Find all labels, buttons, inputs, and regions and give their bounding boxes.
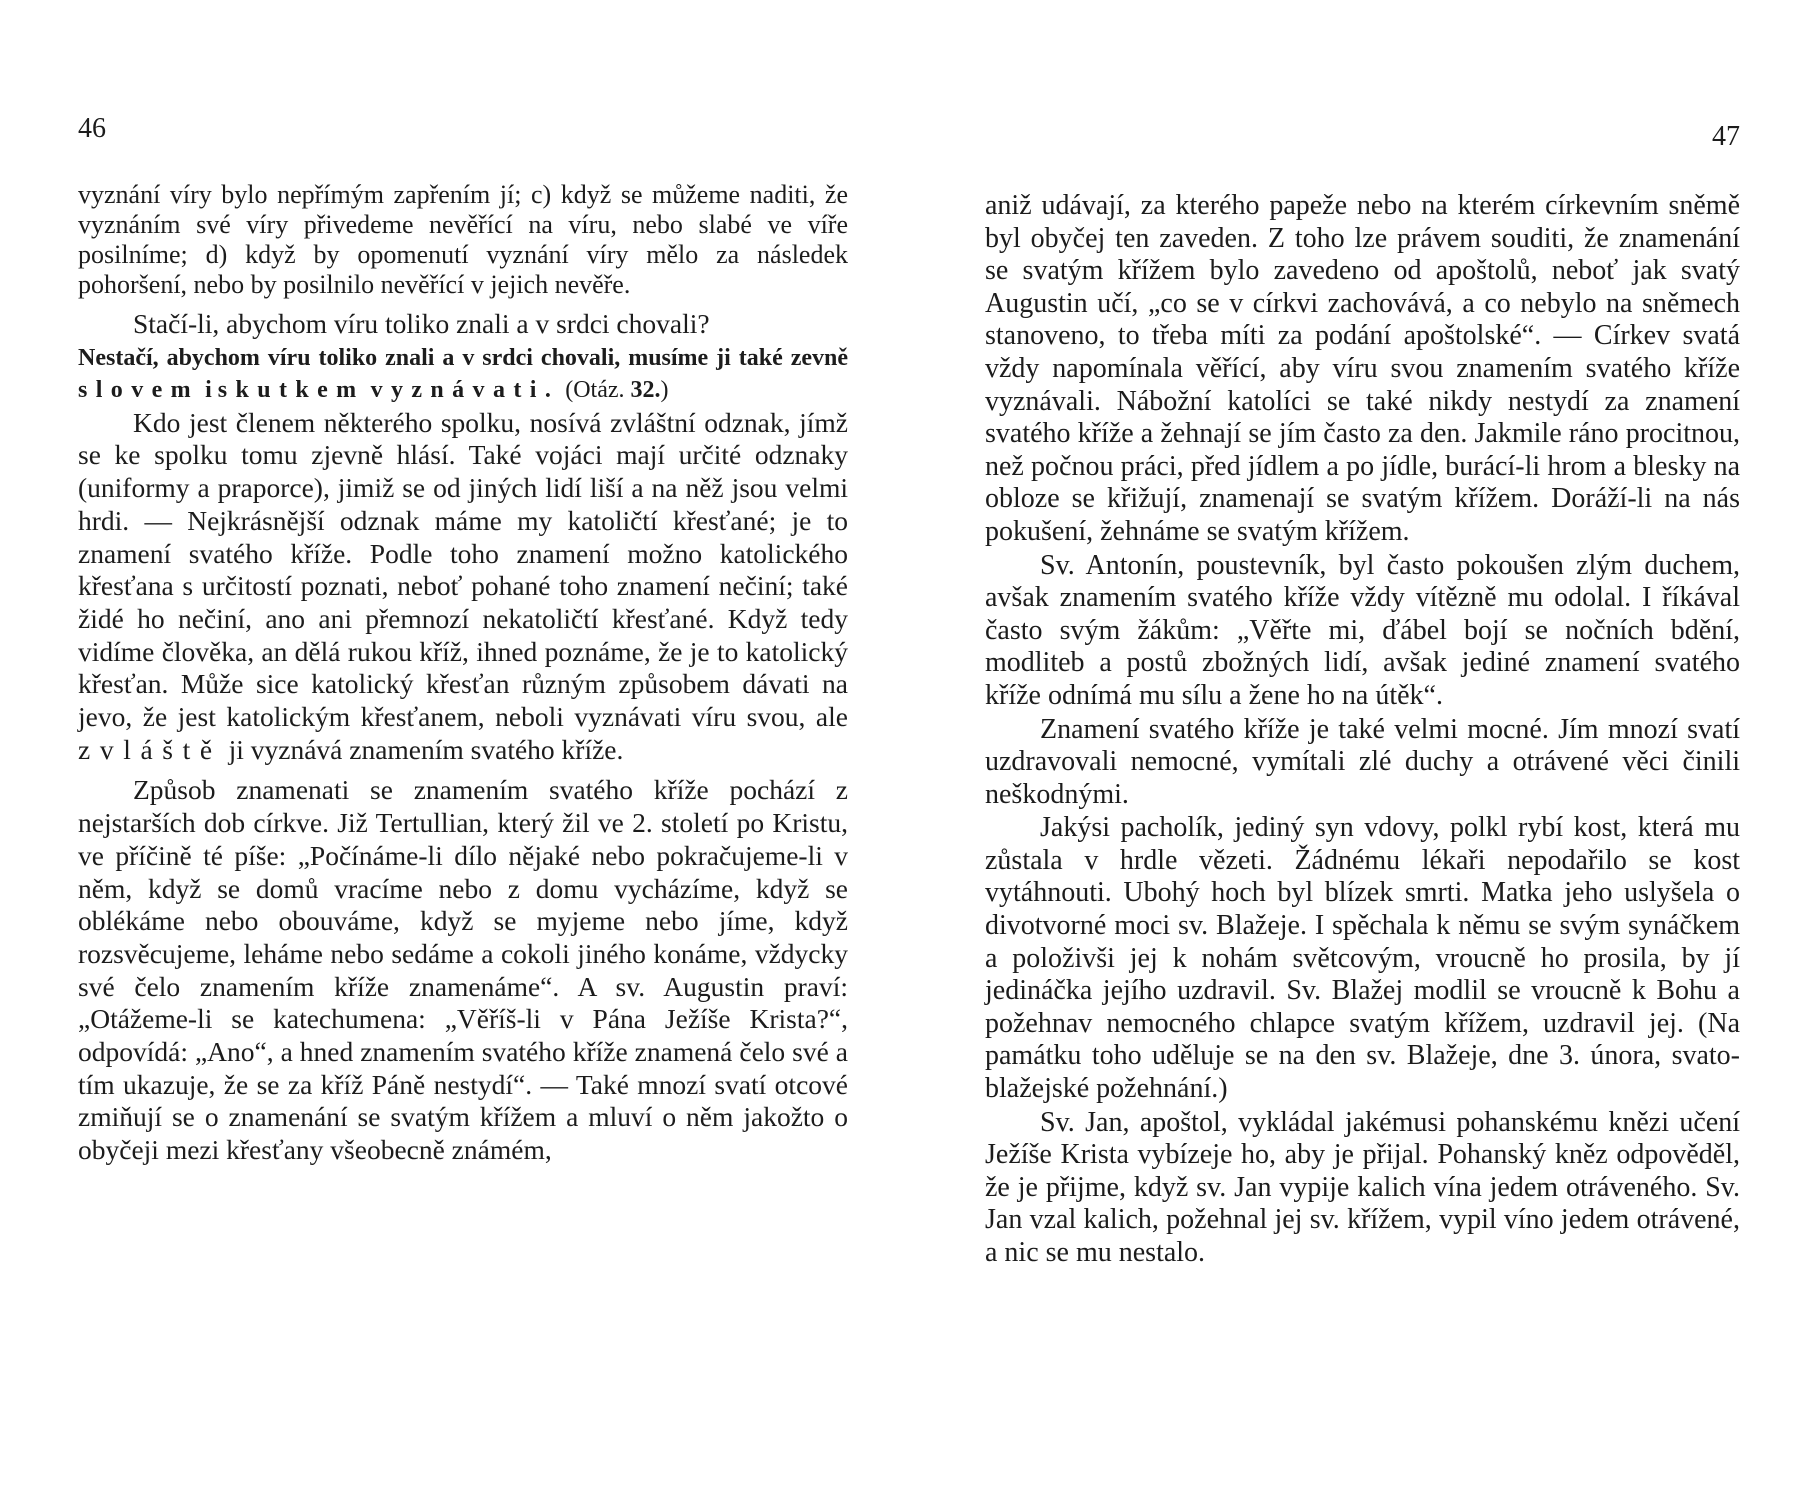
answer-emphasis: skutkem [217, 376, 365, 403]
paragraph: aniž udávají, za kterého papeže nebo na kterém církevním sněmě byl obyčej ten zaveden. Z toho lze právem souditi, že znamenání se svatým křížem bylo zavedeno od apoštolů, neboť jak svatý Augustin učí, „co se v církvi zachovává, a co nebylo na sněmech stanoveno, to třeba míti za podání apoštolské“. — Církev svatá vždy napomínala věřící, aby víru svou znamením svatého kříže vyznávali. Nábožní katolíci se také nikdy nestydí za znamení svatého kříže a žehnají se jím často za den. Jakmile ráno procitnou, než počnou práci, před jídlem a po jídle, burácí-li hrom a blesky na obloze se křižují, znamenají se svatým křížem. Doráží-li na nás pokušení, žehnáme se svatým křížem. [985, 190, 1740, 547]
paragraph-text: Kdo jest členem některého spolku, nosívá zvláštní odznak, jímž se ke spolku tomu zjevně hlásí. Také vojáci mají určité odznaky (uniformy a praporce), jimiž se od jiných lidí liší a na něž jsou velmi hrdi. — Nejkrásnější odznak máme my katoličtí křesťané; je to znamení svatého kříže. Podle toho znamení možno katolického křesťana s určitostí poznati, neboť pohané toho znamení nečiní; také židé ho nečiní, ano ani přemnozí nekatoličtí křesťané. Když tedy vidíme člověka, an dělá rukou kříž, ihned poznáme, že je to katolický křesťan. Může sice katolický křesťan různým způsobem dávati na jevo, že jest katolickým křesťanem, neboli vyznávati víru svou, ale [78, 406, 848, 733]
answer-text: i [205, 376, 212, 403]
catechism-answer [78, 342, 848, 406]
paragraph-text: ji vyznává znamením svatého kříže. [228, 733, 624, 765]
paragraph: vyznání víry bylo nepřímým zapřením jí; c) když se můžeme naditi, že vyznáním své víry přivedeme nevěřící na víru, nebo slabé ve víře posilníme; d) když by opomenutí vyznání víry mělo za následek pohoršení, nebo by posilnilo nevěřící v jejich nevěře. [78, 180, 848, 299]
emphasis-text: zvláště [78, 733, 222, 765]
left-text-block [78, 180, 848, 1168]
answer-emphasis: vyznávati. [370, 376, 560, 403]
paragraph: Znamení svatého kříže je také velmi mocné. Jím mnozí svatí uzdravovali nemocné, vymítali zlé duchy a otrávené věci činili neškodnými. [985, 713, 1740, 810]
paragraph: Způsob znamenati se znamením svatého kříže pochází z nejstarších dob církve. Již Tertullian, který žil ve 2. století po Kristu, ve příčině té píše: „Počínáme-li dílo nějaké nebo pokračujeme-li v něm, když se domů vracíme nebo z domu vycházíme, když se oblékáme nebo obouváme, když se myjeme nebo jíme, když rozsvěcujeme, leháme nebo sedáme a cokoli jiného konáme, vždycky své čelo znamením kříže znamenáme“. A sv. Augustin praví: „Otážeme-li se katechumena: „Věříš-li v Pána Ježíše Krista?“, odpovídá: „Ano“, a hned znamením svatého kříže znamená čelo své a tím ukazuje, že se za kříž Páně nestydí“. — Také mnozí svatí otcové zmiňují se o znamenání se svatým křížem a mluví o něm jakožto o obyčeji mezi křesťany všeobecně známém, [78, 774, 848, 1166]
answer-text: Nestačí, abychom víru toliko znali a v srdci chovali, musíme ji také zevně [78, 344, 848, 371]
left-page [78, 0, 848, 1501]
question-reference [565, 377, 668, 403]
paragraph: Sv. Jan, apoštol, vykládal jakémusi pohanskému knězi učení Ježíše Krista vybízeje ho, aby je přijal. Pohanský kněz odpověděl, že je přijme, když sv. Jan vypije kalich vína jedem otráveného. Sv. Jan vzal kalich, požehnal jej sv. křížem, vypil víno jedem otrávené, a nic se mu nestalo. [985, 1106, 1740, 1268]
right-text-block [985, 190, 1740, 1271]
answer-emphasis: slovem [78, 376, 200, 403]
catechism-question: Stačí-li, abychom víru toliko znali a v srdci chovali? [133, 308, 710, 339]
reference-number: 32. [630, 376, 661, 403]
paragraph: Sv. Antonín, poustevník, byl často pokoušen zlým duchem, avšak znamením svatého kříže vždy vítězně mu odolal. I říkával často svým žákům: „Věřte mi, ďábel bojí se nočních bdění, modliteb a postů zbožných lidí, avšak jediné znamení svatého kříže odnímá mu sílu a žene ho na útěk“. [985, 549, 1740, 711]
page-number-left: 46 [78, 113, 106, 144]
page-number-right: 47 [1712, 121, 1740, 152]
paragraph: Jakýsi pacholík, jediný syn vdovy, polkl rybí kost, která mu zůstala v hrdle vězeti. Žádnému lékaři nepodařilo se kost vytáhnouti. Ubohý hoch byl blízek smrti. Matka jeho uslyšela o divotvorné moci sv. Blažeje. I spěchala k němu se svým synáčkem a položivši jej k nohám světcovým, vroucně ho prosila, by jí jedináčka jejího uzdravil. Sv. Blažej modlil se vroucně k Bohu a požehnav nemocného chlapce svatým křížem, uzdravil jej. (Na památku toho uděluje se na den sv. Blažeje, dne 3. února, svato-blažejské požehnání.) [985, 812, 1740, 1105]
reference-prefix: (Otáz. [565, 376, 625, 403]
right-page [985, 0, 1740, 1501]
reference-suffix: ) [660, 376, 669, 403]
paragraph [78, 407, 848, 767]
